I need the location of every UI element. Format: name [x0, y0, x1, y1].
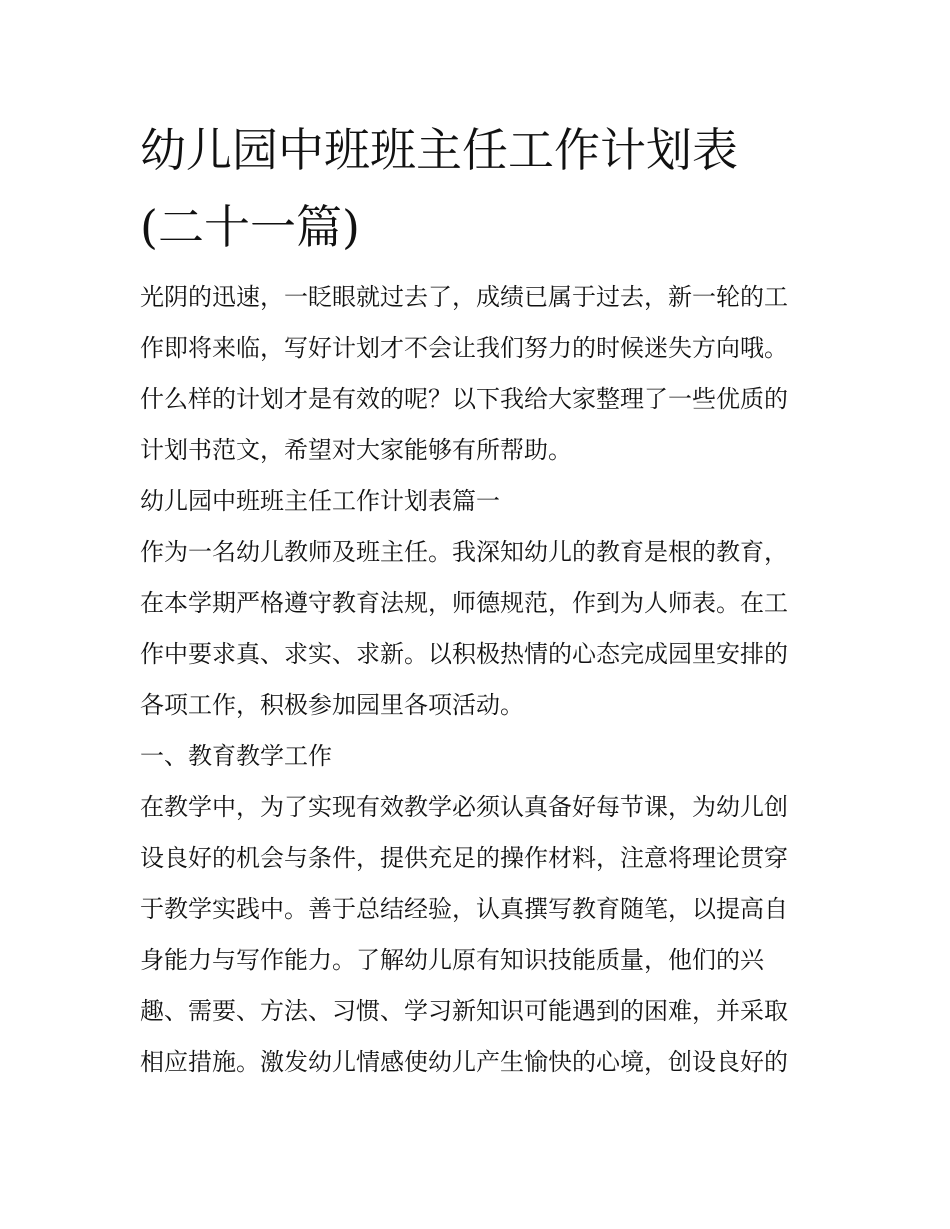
paragraph-line-5: 在教学中，为了实现有效教学必须认真备好每节课，为幼儿创: [140, 793, 788, 821]
paragraph-line-7: 于教学实践中。善于总结经验，认真撰写教育随笔，以提高自: [140, 895, 788, 923]
title-line-2: (二十一篇): [140, 200, 360, 254]
paragraph-line-4: 各项工作，积极参加园里各项活动。: [140, 691, 524, 719]
paragraph-line-6: 设良好的机会与条件，提供充足的操作材料，注意将理论贯穿: [140, 844, 788, 872]
paragraph-line-10: 相应措施。激发幼儿情感使幼儿产生愉快的心境，创设良好的: [140, 1048, 788, 1076]
paragraph-line-1: 作为一名幼儿教师及班主任。我深知幼儿的教育是根的教育，: [140, 538, 788, 566]
intro-line-2: 作即将来临，写好计划才不会让我们努力的时候迷失方向哦。: [140, 334, 788, 362]
subsection-heading: 一、教育教学工作: [140, 742, 332, 770]
paragraph-line-9: 趣、需要、方法、习惯、学习新知识可能遇到的困难，并采取: [140, 997, 788, 1025]
intro-line-1: 光阴的迅速，一眨眼就过去了，成绩已属于过去，新一轮的工: [140, 283, 788, 311]
title-line-1: 幼儿园中班班主任工作计划表: [140, 123, 738, 177]
intro-line-4: 计划书范文，希望对大家能够有所帮助。: [140, 436, 572, 464]
document-content: [140, 112, 812, 1088]
paragraph-line-8: 身能力与写作能力。了解幼儿原有知识技能质量，他们的兴: [140, 946, 764, 974]
document-title: [140, 112, 812, 266]
section-heading: 幼儿园中班班主任工作计划表篇一: [140, 487, 500, 515]
paragraph-line-2: 在本学期严格遵守教育法规，师德规范，作到为人师表。在工: [140, 589, 788, 617]
intro-line-3: 什么样的计划才是有效的呢？以下我给大家整理了一些优质的: [140, 385, 788, 413]
document-body: [140, 272, 812, 1088]
paragraph-line-3: 作中要求真、求实、求新。以积极热情的心态完成园里安排的: [140, 640, 788, 668]
